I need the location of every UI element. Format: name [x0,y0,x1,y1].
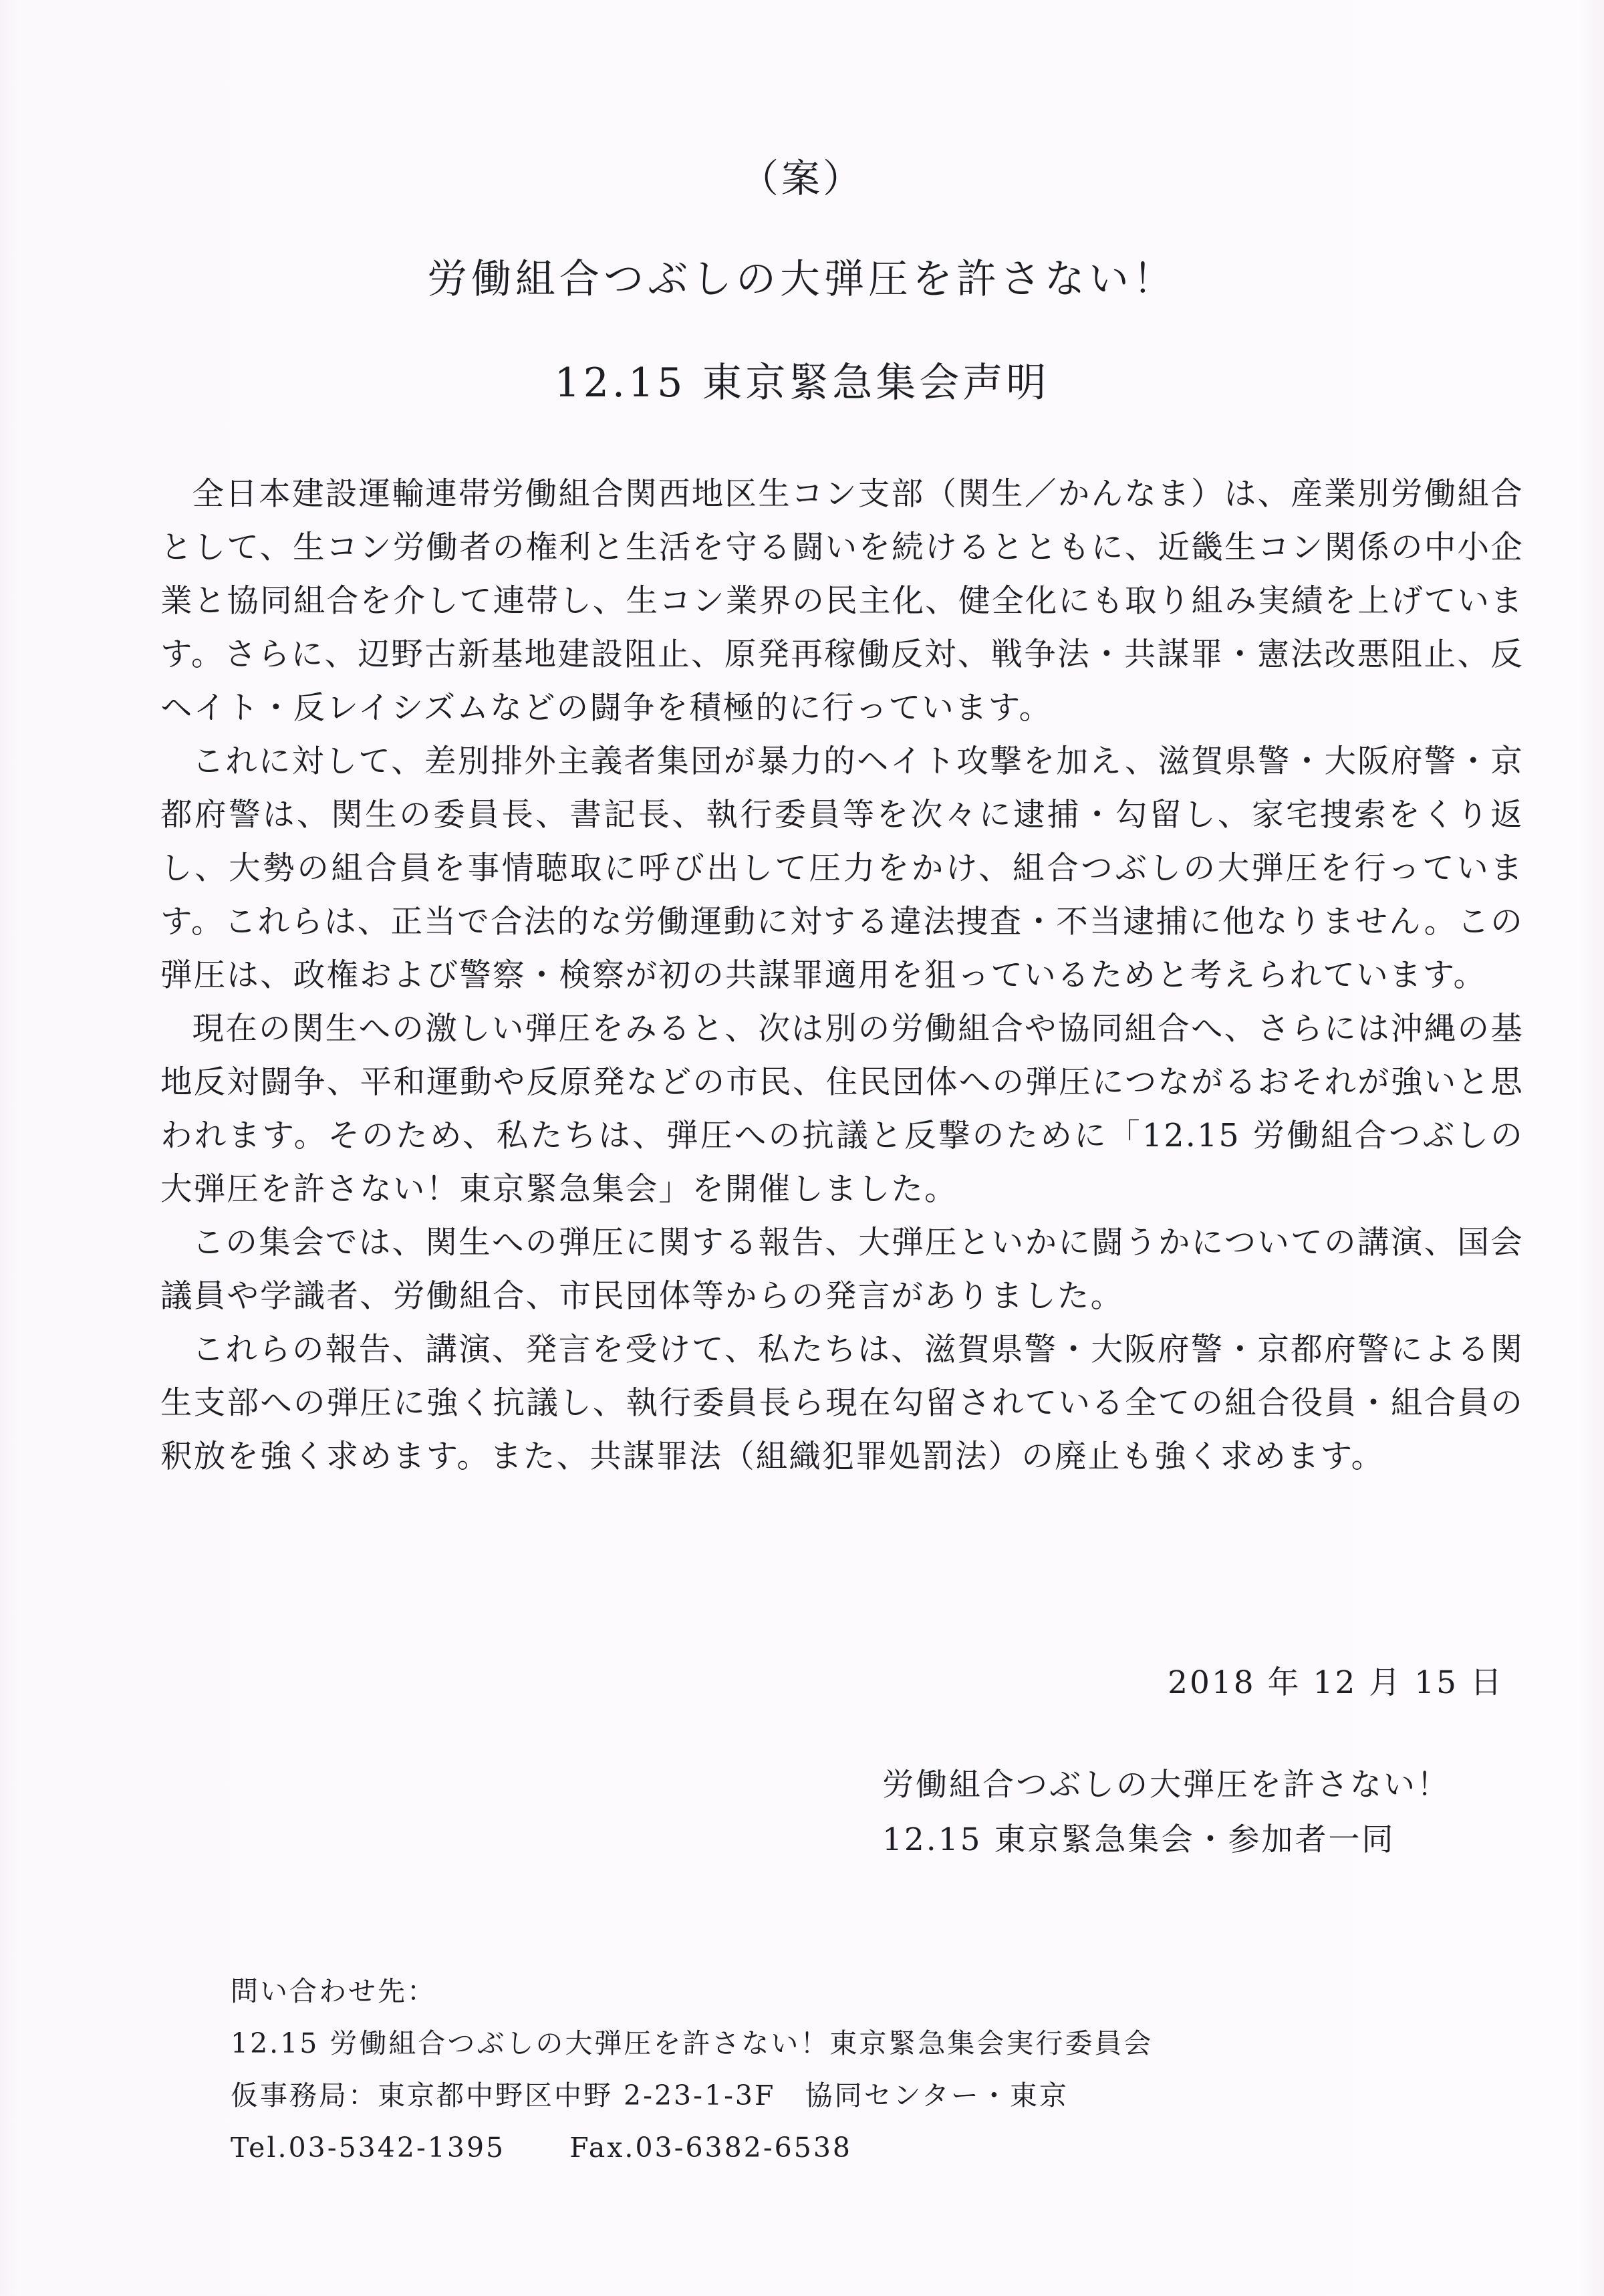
paragraph: この集会では、関生への弾圧に関する報告、大弾圧といかに闘うかについての講演、国会議員や学識者、労働組合、市民団体等からの発言がありました。 [160,1225,1524,1315]
contact-tel: Tel.03-5342-1395 [231,2132,506,2164]
contact-heading: 問い合わせ先： [231,1975,436,2007]
signature-line: 12.15 東京緊急集会・参加者一同 [882,1821,1395,1858]
paragraph: これに対して、差別排外主義者集団が暴力的ヘイト攻撃を加え、滋賀県警・大阪府警・京都府警は、関生の委員長、書記長、執行委員等を次々に逮捕・勾留し、家宅捜索をくり返し、大勢の組合員を事情聴取に呼び出して圧力をかけ、組合つぶしの大弾圧を行っています。これらは、正当で合法的な労働運動に対する違法捜査・不当逮捕に他なりません。この弾圧は、政権および警察・検察が初の共謀罪適用を狙っているためと考えられています。 [160,743,1524,994]
contact-committee: 12.15 労働組合つぶしの大弾圧を許さない！東京緊急集会実行委員会 [231,2027,1154,2059]
document-subtitle: 12.15 東京緊急集会声明 [554,360,1050,406]
draft-label: （案） [739,156,864,201]
statement-date: 2018 年 12 月 15 日 [1168,1664,1504,1701]
contact-office: 仮事務局：東京都中野区中野 2-23-1-3F 協同センター・東京 [231,2079,1069,2112]
signature-line: 労働組合つぶしの大弾圧を許さない！ [882,1767,1450,1803]
paragraph: 現在の関生への激しい弾圧をみると、次は別の労働組合や協同組合へ、さらには沖縄の基地反対闘争、平和運動や反原発などの市民、住民団体への弾圧につながるおそれが強いと思われます。そのため、私たちは、弾圧への抗議と反撃のために「12.15 労働組合つぶしの大弾圧を許さない！東京緊急集会」を開催しました。 [160,1011,1524,1208]
signature-block [882,1758,1551,1868]
statement-body [160,468,1524,1484]
paragraph: これらの報告、講演、発言を受けて、私たちは、滋賀県警・大阪府警・京都府警による関生支部への弾圧に強く抗議し、執行委員長ら現在勾留されている全ての組合役員・組合員の釈放を強く求めます。また、共謀罪法（組織犯罪処罰法）の廃止も強く求めます。 [160,1331,1524,1475]
contact-fax: Fax.03-6382-6538 [569,2132,853,2164]
contact-block [231,1965,1500,2174]
document-title: 労働組合つぶしの大弾圧を許さない！ [427,256,1177,303]
contact-phone-line [231,2122,1500,2174]
paragraph: 全日本建設運輸連帯労働組合関西地区生コン支部（関生／かんなま）は、産業別労働組合として、生コン労働者の権利と生活を守る闘いを続けるとともに、近畿生コン関係の中小企業と協同組合を介して連帯し、生コン業界の民主化、健全化にも取り組み実績を上げています。さらに、辺野古新基地建設阻止、原発再稼働反対、戦争法・共謀罪・憲法改悪阻止、反ヘイト・反レイシズムなどの闘争を積極的に行っています。 [160,476,1524,727]
